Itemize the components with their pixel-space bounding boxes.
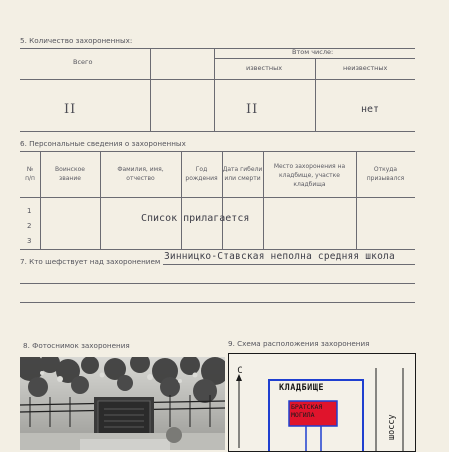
header-num: № п/п xyxy=(25,166,35,182)
header-place: Место захоронения на кладбище, участке кладбища xyxy=(273,163,346,188)
value-unknown: нет xyxy=(361,104,380,115)
col-unknown-header: неизвестных xyxy=(343,64,388,72)
location-scheme xyxy=(228,353,416,452)
section-6-title: 6. Персональные сведения о захороненных xyxy=(20,139,186,148)
header-year: Год рождения xyxy=(185,166,218,182)
header-rank: Воинское звание xyxy=(55,166,85,182)
col-total-header: Всего xyxy=(73,58,93,66)
row-number: 1 xyxy=(27,207,32,215)
list-attached-note: Список прилагается xyxy=(141,213,250,224)
header-name: Фамилия, имя, отчество xyxy=(117,166,164,182)
header-death: Дата гибели или смерти xyxy=(222,166,263,182)
cemetery-label: КЛАДБИЩЕ xyxy=(279,383,324,393)
section-5-title: 5. Количество захороненных: xyxy=(20,36,133,45)
table5-header-bottom xyxy=(20,79,415,80)
section-7-title: 7. Кто шефствует над захоронением xyxy=(20,257,161,266)
col-including-header: Втом числе: xyxy=(292,48,334,56)
row-number: 2 xyxy=(27,222,32,230)
section7-line-3 xyxy=(20,302,415,303)
mass-grave-label: БРАТСКАЯ МОГИЛА xyxy=(291,403,323,419)
table5-top-line xyxy=(20,48,415,49)
section7-line-1 xyxy=(163,264,415,265)
section-9-title: 9. Схема расположения захоронения xyxy=(228,339,370,348)
section-8-title: 8. Фотоснимок захоронения xyxy=(23,341,130,350)
table5-vline-2 xyxy=(214,48,215,131)
table5-vline-1 xyxy=(150,48,151,131)
col-known-header: известных xyxy=(246,64,283,72)
table5-vline-3 xyxy=(315,58,316,131)
grave-photo-image xyxy=(20,357,225,450)
road-label: шоссу xyxy=(387,414,397,440)
north-label: С xyxy=(237,366,243,376)
table6-bottom xyxy=(20,249,415,250)
value-known: II xyxy=(246,102,259,117)
grave-photo xyxy=(20,357,225,450)
header-from: Откуда призывался xyxy=(366,166,405,182)
value-total: II xyxy=(64,102,77,117)
table5-bottom xyxy=(20,131,415,132)
section7-line-2 xyxy=(20,283,415,284)
row-number: 3 xyxy=(27,237,32,245)
patron-value: Зинницко-Ставская неполна средняя школа xyxy=(164,251,395,262)
